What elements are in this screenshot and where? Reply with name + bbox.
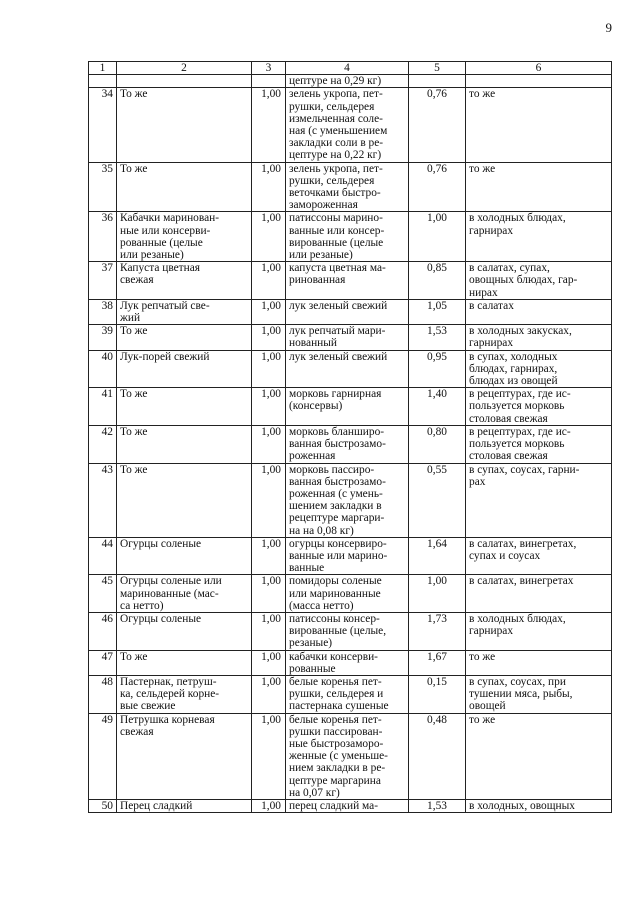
product-quantity-text: 1,00 — [261, 463, 281, 476]
cell-replacement-product — [286, 575, 409, 613]
cell-product-quantity — [252, 575, 286, 613]
cell-product-name — [117, 388, 252, 426]
equivalence-coefficient-text: 1,00 — [427, 212, 447, 225]
product-quantity-text: 1,00 — [261, 325, 281, 338]
cell-product-name — [117, 713, 252, 799]
cell-row-number — [89, 425, 117, 463]
table-row — [89, 799, 612, 812]
cell-equivalence-coefficient — [409, 325, 466, 350]
product-name-text: То же — [120, 88, 148, 101]
product-quantity-text: 1,00 — [261, 162, 281, 175]
table-row — [89, 425, 612, 463]
header-col-4: 4 — [286, 62, 409, 75]
product-name-text: Огурцы соленые — [120, 537, 202, 550]
table-row — [89, 612, 612, 650]
cell-row-number — [89, 650, 117, 675]
product-name-text: Кабачки маринован- ные или консерви- рованные (целые или резаные) — [120, 212, 220, 262]
cell-replacement-product — [286, 299, 409, 324]
header-col-1: 1 — [89, 62, 117, 75]
product-name-text: То же — [120, 463, 148, 476]
row-number-text: 38 — [101, 299, 113, 312]
cell-row-number — [89, 162, 117, 212]
cell-equivalence-coefficient — [409, 675, 466, 713]
equivalence-coefficient-text: 0,80 — [427, 425, 447, 438]
cell-replacement-product — [286, 75, 409, 88]
table-row — [89, 75, 612, 88]
cell-equivalence-coefficient — [409, 612, 466, 650]
usage-note-text: в рецептурах, где ис- пользуется морковь столовая свежая — [469, 425, 571, 463]
usage-note-text: в холодных блюдах, гарнирах — [469, 212, 566, 237]
cell-usage-note — [466, 75, 612, 88]
cell-replacement-product — [286, 388, 409, 426]
substitution-table — [88, 61, 612, 813]
header-col-2: 2 — [117, 62, 252, 75]
product-name-text: То же — [120, 650, 148, 663]
equivalence-coefficient-text: 1,67 — [427, 650, 447, 663]
cell-product-name — [117, 650, 252, 675]
cell-equivalence-coefficient — [409, 799, 466, 812]
equivalence-coefficient-text: 0,85 — [427, 262, 447, 275]
product-name-text: Пастернак, петруш- ка, сельдерей корне- вые свежие — [120, 675, 220, 713]
cell-product-quantity — [252, 675, 286, 713]
cell-product-name — [117, 425, 252, 463]
cell-usage-note — [466, 537, 612, 575]
table-row — [89, 212, 612, 262]
table-body — [89, 75, 612, 813]
cell-equivalence-coefficient — [409, 162, 466, 212]
product-quantity-text: 1,00 — [261, 799, 281, 812]
cell-equivalence-coefficient — [409, 262, 466, 300]
product-quantity-text: 1,00 — [261, 350, 281, 363]
table-row — [89, 650, 612, 675]
table-row — [89, 262, 612, 300]
cell-product-name — [117, 88, 252, 162]
usage-note-text: то же — [469, 88, 496, 101]
cell-row-number — [89, 299, 117, 324]
header-col-5: 5 — [409, 62, 466, 75]
cell-equivalence-coefficient — [409, 75, 466, 88]
replacement-product-text: кабачки консерви- рованные — [289, 650, 378, 675]
replacement-product-text: патиссоны марино- ванные или консер- вированные (целые или резаные) — [289, 212, 385, 262]
usage-note-text: в супах, соусах, гарни- рах — [469, 463, 580, 488]
usage-note-text: то же — [469, 713, 496, 726]
replacement-product-text: патиссоны консер- вированные (целые, резаные) — [289, 612, 387, 650]
replacement-product-text: перец сладкий ма- — [289, 799, 378, 812]
usage-note-text: в салатах — [469, 299, 514, 312]
product-name-text: Перец сладкий — [120, 799, 193, 812]
replacement-product-text: белые коренья пет- рушки, сельдерея и пастернака сушеные — [289, 675, 389, 713]
usage-note-text: в холодных, овощных — [469, 799, 575, 812]
usage-note-text: в салатах, винегретах, супах и соусах — [469, 537, 577, 562]
cell-usage-note — [466, 575, 612, 613]
cell-usage-note — [466, 713, 612, 799]
cell-product-name — [117, 575, 252, 613]
cell-product-quantity — [252, 212, 286, 262]
cell-replacement-product — [286, 675, 409, 713]
row-number-text: 45 — [101, 575, 113, 588]
cell-product-quantity — [252, 425, 286, 463]
cell-product-name — [117, 350, 252, 388]
equivalence-coefficient-text: 0,48 — [427, 713, 447, 726]
cell-product-quantity — [252, 350, 286, 388]
cell-equivalence-coefficient — [409, 299, 466, 324]
cell-product-name — [117, 537, 252, 575]
product-name-text: То же — [120, 388, 148, 401]
replacement-product-text: зелень укропа, пет- рушки, сельдерея веточками быстро- замороженная — [289, 162, 383, 212]
cell-product-quantity — [252, 325, 286, 350]
usage-note-text: в рецептурах, где ис- пользуется морковь столовая свежая — [469, 388, 571, 425]
cell-row-number — [89, 325, 117, 350]
cell-equivalence-coefficient — [409, 212, 466, 262]
product-quantity-text: 1,00 — [261, 650, 281, 663]
product-name-text: То же — [120, 162, 148, 175]
product-quantity-text: 1,00 — [261, 425, 281, 438]
row-number-text: 39 — [101, 325, 113, 338]
table-row — [89, 325, 612, 350]
equivalence-coefficient-text: 0,95 — [427, 350, 447, 363]
cell-product-name — [117, 162, 252, 212]
cell-row-number — [89, 262, 117, 300]
cell-row-number — [89, 88, 117, 162]
usage-note-text: то же — [469, 162, 496, 175]
cell-equivalence-coefficient — [409, 537, 466, 575]
equivalence-coefficient-text: 1,40 — [427, 388, 447, 401]
cell-replacement-product — [286, 262, 409, 300]
cell-replacement-product — [286, 612, 409, 650]
table-row — [89, 463, 612, 537]
cell-product-quantity — [252, 162, 286, 212]
usage-note-text: в салатах, винегретах — [469, 575, 574, 588]
cell-usage-note — [466, 162, 612, 212]
cell-usage-note — [466, 212, 612, 262]
table-row — [89, 713, 612, 799]
product-name-text: Огурцы соленые — [120, 612, 202, 625]
cell-product-quantity — [252, 799, 286, 812]
replacement-product-text: капуста цветная ма- ринованная — [289, 262, 386, 287]
product-quantity-text: 1,00 — [261, 88, 281, 101]
cell-product-quantity — [252, 388, 286, 426]
cell-row-number — [89, 713, 117, 799]
cell-usage-note — [466, 425, 612, 463]
cell-usage-note — [466, 650, 612, 675]
row-number-text: 50 — [101, 799, 113, 812]
cell-product-name — [117, 299, 252, 324]
table-row — [89, 299, 612, 324]
equivalence-coefficient-text: 1,00 — [427, 575, 447, 588]
equivalence-coefficient-text: 0,55 — [427, 463, 447, 476]
cell-usage-note — [466, 325, 612, 350]
row-number-text: 40 — [101, 350, 113, 363]
replacement-product-text: огурцы консервиро- ванные или марино- ванные — [289, 537, 388, 575]
cell-replacement-product — [286, 537, 409, 575]
product-quantity-text: 1,00 — [261, 575, 281, 588]
row-number-text: 42 — [101, 425, 113, 438]
cell-product-name — [117, 612, 252, 650]
equivalence-coefficient-text: 1,05 — [427, 299, 447, 312]
cell-replacement-product — [286, 162, 409, 212]
cell-equivalence-coefficient — [409, 463, 466, 537]
replacement-product-text: цептуре на 0,29 кг) — [289, 75, 382, 88]
row-number-text: 44 — [101, 537, 113, 550]
table-row — [89, 162, 612, 212]
cell-usage-note — [466, 799, 612, 812]
header-col-6: 6 — [466, 62, 612, 75]
product-quantity-text: 1,00 — [261, 262, 281, 275]
equivalence-coefficient-text: 0,76 — [427, 88, 447, 101]
cell-product-quantity — [252, 75, 286, 88]
cell-row-number — [89, 675, 117, 713]
cell-usage-note — [466, 675, 612, 713]
cell-usage-note — [466, 262, 612, 300]
product-name-text: Петрушка корневая свежая — [120, 713, 215, 738]
cell-product-quantity — [252, 463, 286, 537]
cell-product-quantity — [252, 650, 286, 675]
replacement-product-text: морковь пассиро- ванная быстрозамо- роженная (с умень- шением закладки в рецептуре маргари- на на 0,08 кг) — [289, 463, 386, 537]
cell-replacement-product — [286, 88, 409, 162]
cell-row-number — [89, 75, 117, 88]
cell-row-number — [89, 388, 117, 426]
product-quantity-text: 1,00 — [261, 675, 281, 688]
cell-replacement-product — [286, 425, 409, 463]
cell-product-name — [117, 799, 252, 812]
cell-product-quantity — [252, 262, 286, 300]
replacement-product-text: лук зеленый свежий — [289, 299, 388, 312]
equivalence-coefficient-text: 1,53 — [427, 799, 447, 812]
row-number-text: 41 — [101, 388, 113, 401]
page-number: 9 — [605, 20, 612, 35]
cell-product-name — [117, 75, 252, 88]
replacement-product-text: морковь гарнирная (консервы) — [289, 388, 382, 413]
product-quantity-text: 1,00 — [261, 299, 281, 312]
cell-replacement-product — [286, 799, 409, 812]
product-name-text: Лук репчатый све- жий — [120, 299, 210, 325]
table-header-row — [89, 62, 612, 75]
equivalence-coefficient-text: 1,64 — [427, 537, 447, 550]
cell-replacement-product — [286, 650, 409, 675]
replacement-product-text: зелень укропа, пет- рушки, сельдерея измельченная соле- ная (с уменьшением закладки соли в ре- цептуре на 0,22 кг) — [289, 88, 388, 162]
product-name-text: То же — [120, 425, 148, 438]
replacement-product-text: помидоры соленые или маринованные (масса нетто) — [289, 575, 382, 612]
cell-equivalence-coefficient — [409, 350, 466, 388]
cell-row-number — [89, 350, 117, 388]
cell-product-name — [117, 675, 252, 713]
header-col-3: 3 — [252, 62, 286, 75]
cell-equivalence-coefficient — [409, 650, 466, 675]
table-row — [89, 537, 612, 575]
cell-row-number — [89, 799, 117, 812]
row-number-text: 47 — [101, 650, 113, 663]
cell-product-quantity — [252, 299, 286, 324]
product-quantity-text: 1,00 — [261, 212, 281, 225]
product-name-text: То же — [120, 325, 148, 338]
cell-usage-note — [466, 463, 612, 537]
row-number-text: 43 — [101, 463, 113, 476]
usage-note-text: в супах, соусах, при тушении мяса, рыбы, овощей — [469, 675, 573, 713]
product-name-text: Капуста цветная свежая — [120, 262, 201, 287]
cell-row-number — [89, 612, 117, 650]
cell-equivalence-coefficient — [409, 388, 466, 426]
cell-product-name — [117, 262, 252, 300]
cell-equivalence-coefficient — [409, 575, 466, 613]
usage-note-text: в салатах, супах, овощных блюдах, гар- нирах — [469, 262, 578, 299]
table-row — [89, 675, 612, 713]
product-quantity-text: 1,00 — [261, 388, 281, 401]
equivalence-coefficient-text: 1,73 — [427, 612, 447, 625]
cell-row-number — [89, 463, 117, 537]
cell-product-quantity — [252, 88, 286, 162]
equivalence-coefficient-text: 0,15 — [427, 675, 447, 688]
table-row — [89, 388, 612, 426]
usage-note-text: в холодных закусках, гарнирах — [469, 325, 572, 350]
cell-usage-note — [466, 299, 612, 324]
equivalence-coefficient-text: 0,76 — [427, 162, 447, 175]
usage-note-text: то же — [469, 650, 496, 663]
cell-row-number — [89, 537, 117, 575]
replacement-product-text: лук зеленый свежий — [289, 350, 388, 363]
row-number-text: 35 — [101, 162, 113, 175]
row-number-text: 49 — [101, 713, 113, 726]
table-row — [89, 575, 612, 613]
product-name-text: Лук-порей свежий — [120, 350, 210, 363]
cell-equivalence-coefficient — [409, 425, 466, 463]
cell-replacement-product — [286, 212, 409, 262]
table-row — [89, 88, 612, 162]
cell-usage-note — [466, 88, 612, 162]
product-quantity-text: 1,00 — [261, 713, 281, 726]
cell-replacement-product — [286, 325, 409, 350]
row-number-text: 36 — [101, 212, 113, 225]
cell-usage-note — [466, 388, 612, 426]
replacement-product-text: лук репчатый мари- нованный — [289, 325, 386, 350]
cell-product-quantity — [252, 713, 286, 799]
row-number-text: 46 — [101, 612, 113, 625]
product-quantity-text: 1,00 — [261, 537, 281, 550]
product-name-text: Огурцы соленые или маринованные (мас- са нетто) — [120, 575, 222, 612]
cell-usage-note — [466, 350, 612, 388]
equivalence-coefficient-text: 1,53 — [427, 325, 447, 338]
row-number-text: 48 — [101, 675, 113, 688]
cell-product-name — [117, 325, 252, 350]
cell-replacement-product — [286, 350, 409, 388]
table-row — [89, 350, 612, 388]
cell-replacement-product — [286, 713, 409, 799]
cell-product-name — [117, 212, 252, 262]
cell-product-quantity — [252, 537, 286, 575]
cell-equivalence-coefficient — [409, 88, 466, 162]
row-number-text: 37 — [101, 262, 113, 275]
cell-product-name — [117, 463, 252, 537]
cell-replacement-product — [286, 463, 409, 537]
usage-note-text: в супах, холодных блюдах, гарнирах, блюдах из овощей — [469, 350, 558, 388]
row-number-text: 34 — [101, 88, 113, 101]
cell-row-number — [89, 575, 117, 613]
cell-usage-note — [466, 612, 612, 650]
product-quantity-text: 1,00 — [261, 612, 281, 625]
replacement-product-text: морковь бланширо- ванная быстрозамо- роженная — [289, 425, 386, 463]
cell-product-quantity — [252, 612, 286, 650]
cell-equivalence-coefficient — [409, 713, 466, 799]
usage-note-text: в холодных блюдах, гарнирах — [469, 612, 566, 638]
cell-row-number — [89, 212, 117, 262]
replacement-product-text: белые коренья пет- рушки пассирован- ные быстрозаморо- женные (с уменьше- нием закладки в ре- цептуре маргарина на 0,07 кг) — [289, 713, 388, 799]
